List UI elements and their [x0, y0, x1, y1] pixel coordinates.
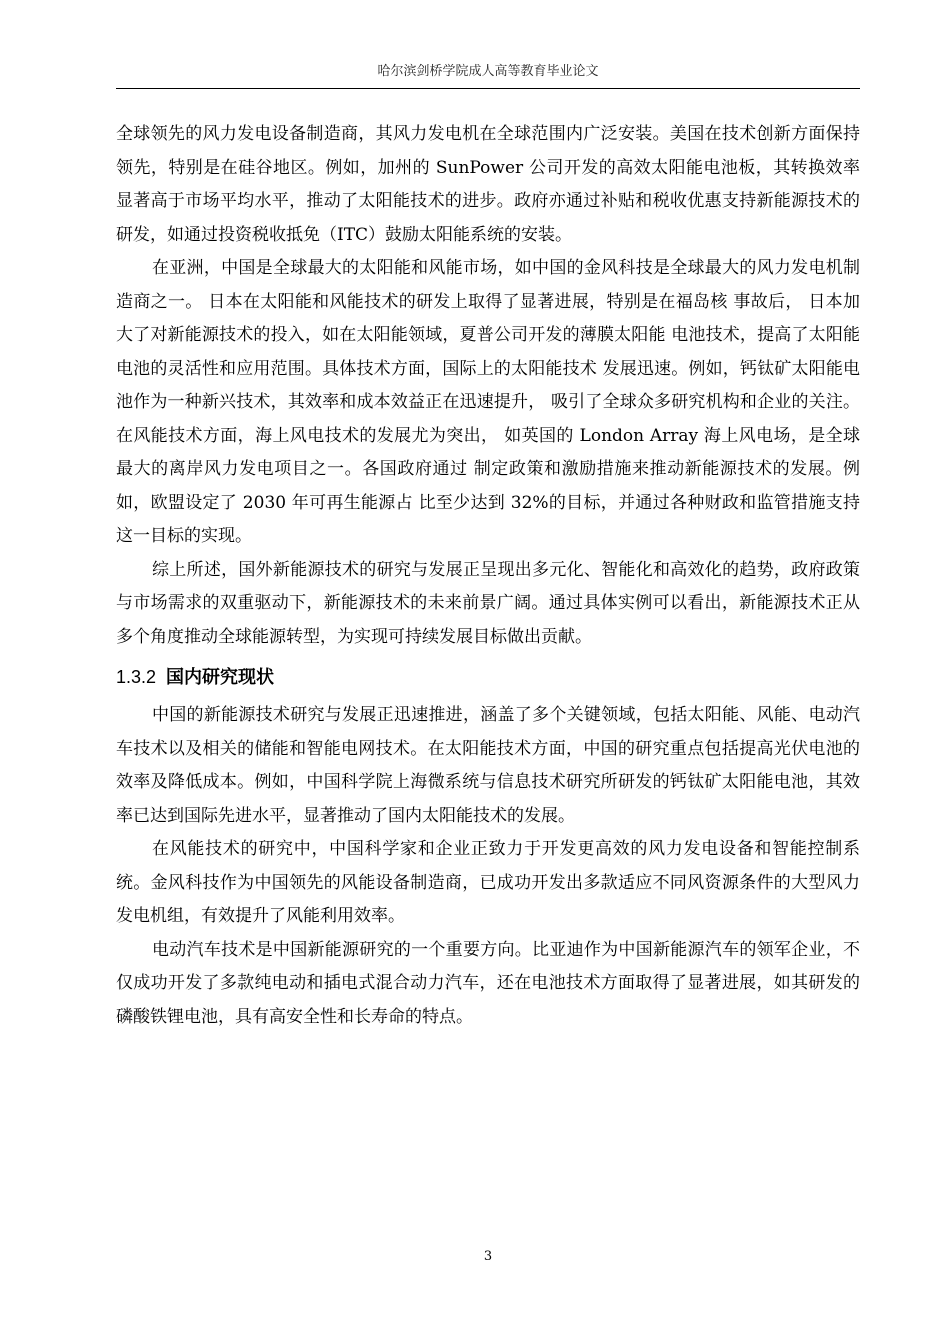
- section-heading: [116, 660, 860, 695]
- page-header-title: 哈尔滨剑桥学院成人高等教育毕业论文: [377, 64, 599, 79]
- paragraph: 电动汽车技术是中国新能源研究的一个重要方向。比亚迪作为中国新能源汽车的领军企业，不仅成功开发了多款纯电动和插电式混合动力汽车，还在电池技术方面取得了显著进展，如其研发的磷酸铁锂电池，具有高安全性和长寿命的特点。: [116, 939, 860, 1027]
- page-number: 3: [483, 1249, 493, 1264]
- paragraph: 综上所述，国外新能源技术的研究与发展正呈现出多元化、智能化和高效化的趋势，政府政策与市场需求的双重驱动下，新能源技术的未来前景广阔。通过具体实例可以看出，新能源技术正从多个角度推动全球能源转型，为实现可持续发展目标做出贡献。: [116, 559, 860, 647]
- paragraph: 在风能技术的研究中，中国科学家和企业正致力于开发更高效的风力发电设备和智能控制系统。金风科技作为中国领先的风能设备制造商，已成功开发出多款适应不同风资源条件的大型风力发电机组，有效提升了风能利用效率。: [116, 839, 860, 926]
- section-number: 1.3.2: [116, 667, 157, 687]
- paragraph: 中国的新能源技术研究与发展正迅速推进，涵盖了多个关键领域，包括太阳能、风能、电动汽车技术以及相关的储能和智能电网技术。在太阳能技术方面，中国的研究重点包括提高光伏电池的效率及降低成本。例如，中国科学院上海微系统与信息技术研究所研发的钙钛矿太阳能电池，其效率已达到国际先进水平，显著推动了国内太阳能技术的发展。: [116, 705, 860, 826]
- body-text: [116, 118, 860, 1034]
- header-divider: [116, 88, 860, 89]
- section-title: 国内研究现状: [166, 667, 275, 688]
- paragraph: 全球领先的风力发电设备制造商，其风力发电机在全球范围内广泛安装。美国在技术创新方面保持领先，特别是在硅谷地区。例如，加州的 SunPower 公司开发的高效太阳能电池板，其转换效率显著高于市场平均水平，推动了太阳能技术的进步。政府亦通过补贴和税收优惠支持新能源技术的研发，如通过投资税收抵免（ITC）鼓励太阳能系统的安装。: [116, 124, 860, 245]
- paragraph: 在亚洲，中国是全球最大的太阳能和风能市场，如中国的金风科技是全球最大的风力发电机制造商之一。 日本在太阳能和风能技术的研发上取得了显著进展，特别是在福岛核 事故后， 日本加大了对新能源技术的投入，如在太阳能领域，夏普公司开发的薄膜太阳能 电池技术，提高了太阳能电池的灵活性和应用范围。具体技术方面，国际上的太阳能技术 发展迅速。例如，钙钛矿太阳能电池作为一种新兴技术，其效率和成本效益正在迅速提升， 吸引了全球众多研究机构和企业的关注。在风能技术方面，海上风电技术的发展尤为突出， 如英国的 London Array 海上风电场，是全球最大的离岸风力发电项目之一。各国政府通过 制定政策和激励措施来推动新能源技术的发展。例如，欧盟设定了 2030 年可再生能源占 比至少达到 32%的目标，并通过各种财政和监管措施支持这一目标的实现。: [116, 258, 860, 546]
